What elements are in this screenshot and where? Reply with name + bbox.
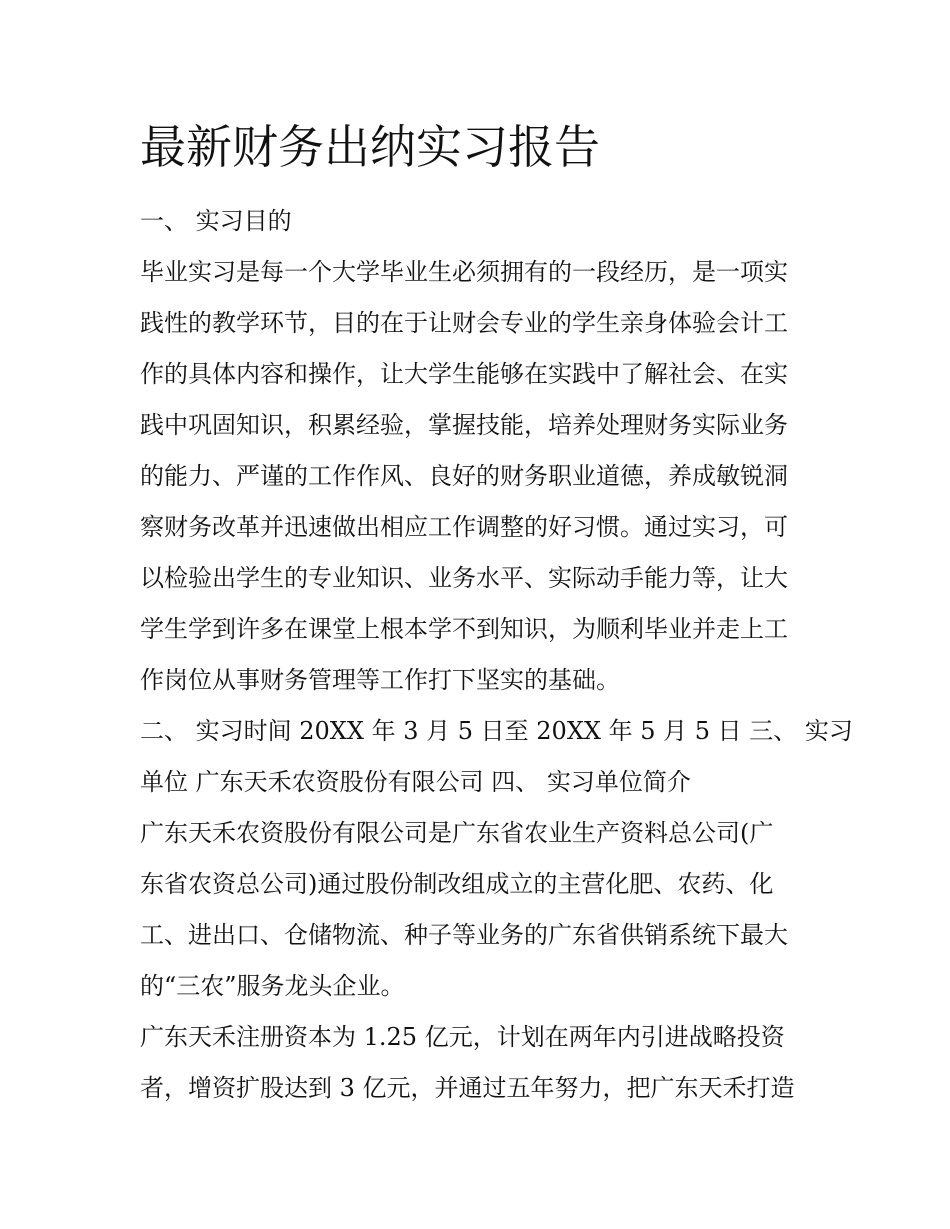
document-title: 最新财务出纳实习报告: [140, 120, 600, 174]
paragraph-line: 以检验出学生的专业知识、业务水平、实际动手能力等，让大: [140, 564, 788, 592]
section-heading-time-unit: 二、 实习时间 20XX 年 3 月 5 日至 20XX 年 5 月 5 日 三、 实习: [140, 717, 853, 745]
paragraph-line: 的能力、严谨的工作作风、良好的财务职业道德，养成敏锐洞: [140, 462, 788, 490]
paragraph-line: 作的具体内容和操作，让大学生能够在实践中了解社会、在实: [140, 360, 788, 388]
paragraph-line: 践性的教学环节，目的在于让财会专业的学生亲身体验会计工: [140, 309, 788, 337]
paragraph-line: 者，增资扩股达到 3 亿元，并通过五年努力，把广东天禾打造: [140, 1074, 795, 1102]
paragraph-line: 工、进出口、仓储物流、种子等业务的广东省供销系统下最大: [140, 921, 788, 949]
paragraph-line: 的“三农”服务龙头企业。: [140, 972, 405, 1000]
paragraph-line: 毕业实习是每一个大学毕业生必须拥有的一段经历，是一项实: [140, 258, 788, 286]
section-heading-purpose: 一、 实习目的: [140, 207, 292, 235]
paragraph-line: 广东天禾注册资本为 1.25 亿元，计划在两年内引进战略投资: [140, 1023, 785, 1051]
paragraph-line: 践中巩固知识，积累经验，掌握技能，培养处理财务实际业务: [140, 411, 788, 439]
document-body: [140, 112, 853, 1114]
paragraph-line: 东省农资总公司)通过股份制改组成立的主营化肥、农药、化: [140, 870, 774, 898]
paragraph-line: 察财务改革并迅速做出相应工作调整的好习惯。通过实习，可: [140, 513, 788, 541]
section-heading-unit-profile: 单位 广东天禾农资股份有限公司 四、 实习单位简介: [140, 768, 691, 796]
paragraph-line: 广东天禾农资股份有限公司是广东省农业生产资料总公司(广: [140, 819, 774, 847]
paragraph-line: 学生学到许多在课堂上根本学不到知识，为顺利毕业并走上工: [140, 615, 788, 643]
paragraph-line: 作岗位从事财务管理等工作打下坚实的基础。: [140, 666, 620, 694]
